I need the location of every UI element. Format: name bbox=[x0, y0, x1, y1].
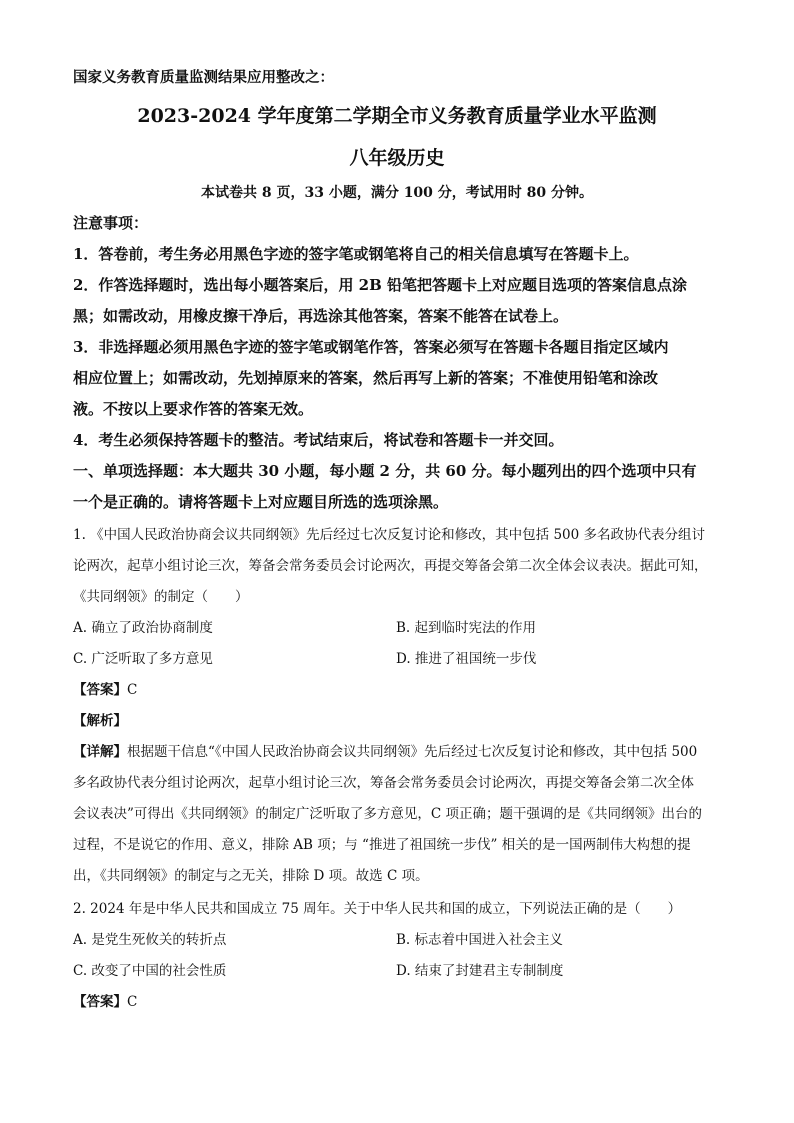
q2-stem: 2. 2024 年是中华人民共和国成立 75 周年。关于中华人民共和国的成立，下列说法正确的是（ ） bbox=[73, 901, 682, 917]
q1-detail: 过程，不是说它的作用、意义，排除 AB 项；与 “推进了祖国统一步伐” 相关的是一国两制伟大构想的提 bbox=[73, 837, 691, 853]
q2-option-a: A. 是党生死攸关的转折点 bbox=[73, 932, 227, 948]
q1-detail: 出，《共同纲领》的制定与之无关，排除 D 项。故选 C 项。 bbox=[73, 868, 429, 884]
detail-text: 根据题干信息“《中国人民政治协商会议共同纲领》先后经过七次反复讨论和修改，其中包括 500 bbox=[127, 744, 698, 760]
q1-option-a: A. 确立了政治协商制度 bbox=[73, 620, 213, 636]
answer-label: 【答案】 bbox=[73, 682, 127, 698]
note-line: 4．考生必须保持答题卡的整洁。考试结束后，将试卷和答题卡一并交回。 bbox=[73, 431, 564, 449]
note-line: 相应位置上；如需改动，先划掉原来的答案，然后再写上新的答案；不准使用铅笔和涂改 bbox=[73, 369, 659, 387]
exam-title: 2023-2024 学年度第二学期全市义务教育质量学业水平监测 bbox=[137, 105, 657, 127]
q1-detail: 多名政协代表分组讨论两次，起草小组讨论三次，筹备会常务委员会讨论两次，再提交筹备会第二次全体 bbox=[73, 775, 694, 791]
note-line: 3．非选择题必须用黑色字迹的签字笔或钢笔作答，答案必须写在答题卡各题目指定区域内 bbox=[73, 338, 669, 356]
q2-option-d: D. 结束了封建君主专制制度 bbox=[396, 963, 564, 979]
note-line: 1．答卷前，考生务必用黑色字迹的签字笔或钢笔将自己的相关信息填写在答题卡上。 bbox=[73, 245, 639, 263]
q1-stem: 论两次，起草小组讨论三次，筹备会常务委员会讨论两次，再提交筹备会第二次全体会议表决。据此可知， bbox=[73, 558, 708, 574]
q1-stem: 《共同纲领》的制定（ ） bbox=[73, 589, 249, 605]
q1-option-c: C. 广泛听取了多方意见 bbox=[73, 651, 213, 667]
source-line: 国家义务教育质量监测结果应用整改之： bbox=[73, 69, 334, 86]
q1-detail bbox=[73, 742, 753, 762]
notes-heading: 注意事项： bbox=[73, 214, 149, 232]
answer-value: C bbox=[127, 682, 138, 698]
note-line: 黑；如需改动，用橡皮擦干净后，再选涂其他答案，答案不能答在试卷上。 bbox=[73, 307, 569, 325]
answer-value: C bbox=[127, 994, 138, 1010]
q1-option-d: D. 推进了祖国统一步伐 bbox=[396, 651, 537, 667]
q1-detail: 会议表决”可得出《共同纲领》的制定广泛听取了多方意见，C 项正确；题干强调的是《共同纲领》出台的 bbox=[73, 806, 703, 822]
analysis-label: 【解析】 bbox=[73, 713, 127, 729]
exam-info: 本试卷共 8 页，33 小题，满分 100 分，考试用时 80 分钟。 bbox=[200, 185, 594, 201]
q2-answer bbox=[73, 992, 753, 1012]
q2-option-c: C. 改变了中国的社会性质 bbox=[73, 963, 227, 979]
exam-subject: 八年级历史 bbox=[349, 147, 445, 169]
q2-option-b: B. 标志着中国进入社会主义 bbox=[396, 932, 564, 948]
q1-option-b: B. 起到临时宪法的作用 bbox=[396, 620, 537, 636]
q1-stem: 1. 《中国人民政治协商会议共同纲领》先后经过七次反复讨论和修改，其中包括 500 多名政协代表分组讨 bbox=[73, 527, 706, 543]
q1-answer bbox=[73, 680, 753, 700]
note-line: 液。不按以上要求作答的答案无效。 bbox=[73, 400, 314, 418]
section-heading: 一个是正确的。请将答题卡上对应题目所选的选项涂黑。 bbox=[73, 493, 449, 511]
answer-label: 【答案】 bbox=[73, 994, 127, 1010]
section-heading: 一、单项选择题：本大题共 30 小题，每小题 2 分，共 60 分。每小题列出的四个选项中只有 bbox=[73, 462, 697, 480]
detail-label: 【详解】 bbox=[73, 744, 127, 760]
note-line: 2．作答选择题时，选出每小题答案后，用 2B 铅笔把答题卡上对应题目选项的答案信息点涂 bbox=[73, 276, 688, 294]
